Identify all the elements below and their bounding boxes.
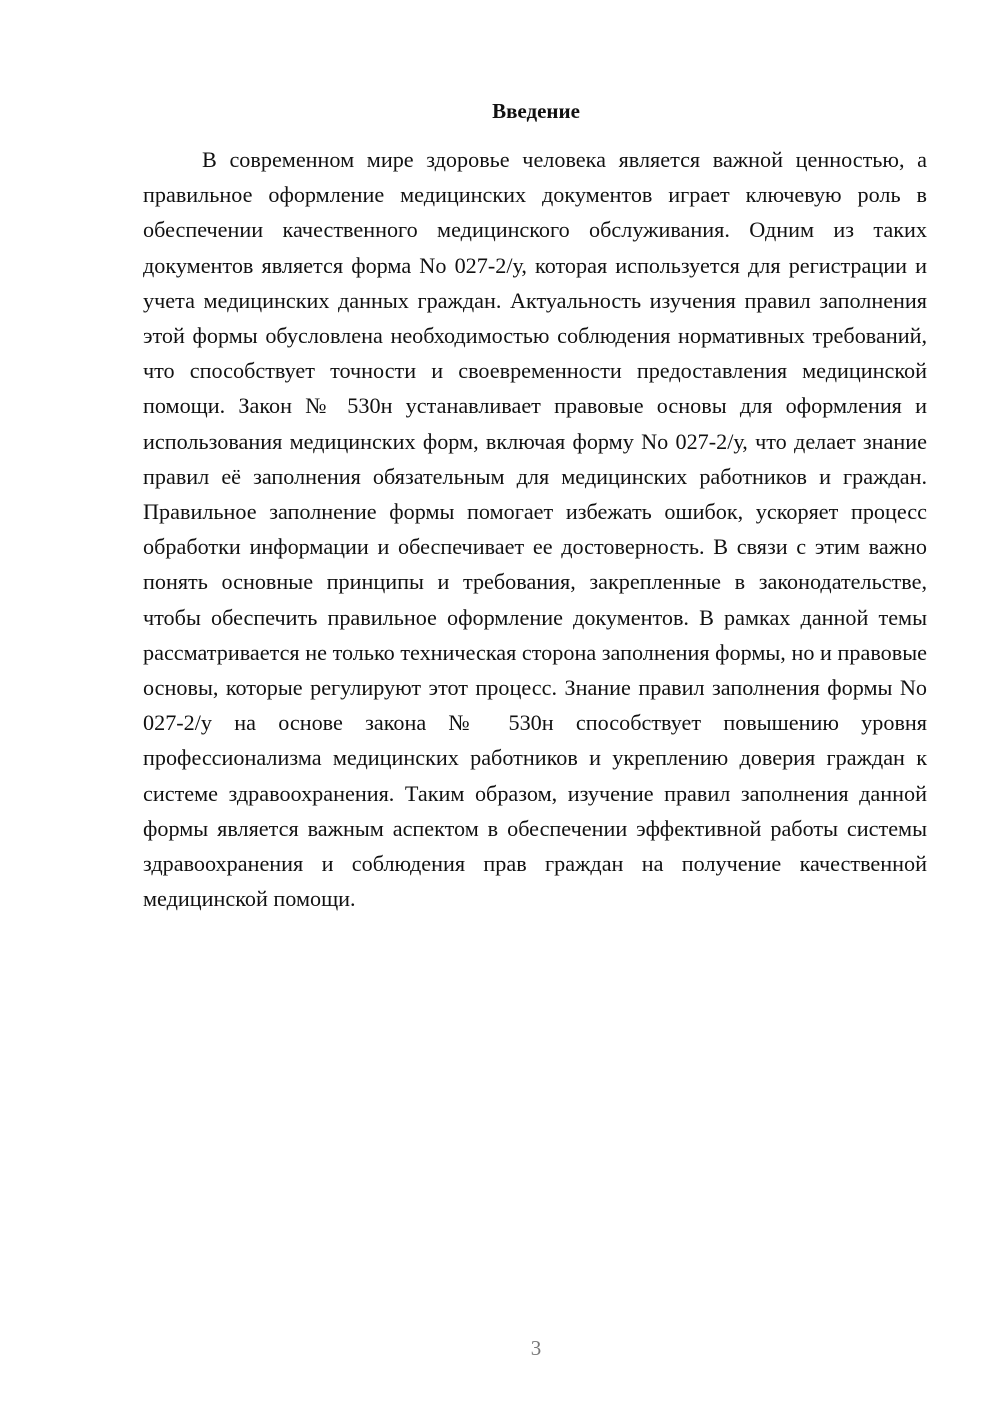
section-heading: Введение: [492, 99, 580, 123]
body-paragraph: В современном мире здоровье человека является важной ценностью, а правильное оформление медицинских документов играет ключевую роль в обеспечении качественного медицинского обслуживания. Одним из таких документов является форма No 027-2/у, которая используется для регистрации и учета медицинских данных граждан. Актуальность изучения правил заполнения этой формы обусловлена необходимостью соблюдения нормативных требований, что способствует точности и своевременности предоставления медицинской помощи. Закон № 530н устанавливает правовые основы для оформления и использования медицинских форм, включая форму No 027-2/у, что делает знание правил её заполнения обязательным для медицинских работников и граждан. Правильное заполнение формы помогает избежать ошибок, ускоряет процесс обработки информации и обеспечивает ее достоверность. В связи с этим важно понять основные принципы и требования, закрепленные в законодательстве, чтобы обеспечить правильное оформление документов. В рамках данной темы рассматривается не только техническая сторона заполнения формы, но и правовые основы, которые регулируют этот процесс. Знание правил заполнения формы No 027-2/у на основе закона № 530н способствует повышению уровня профессионализма медицинских работников и укреплению доверия граждан к системе здравоохранения. Таким образом, изучение правил заполнения данной формы является важным аспектом в обеспечении эффективной работы системы здравоохранения и соблюдения прав граждан на получение качественной медицинской помощи.: [143, 147, 927, 912]
page-number: 3: [530, 1336, 542, 1360]
